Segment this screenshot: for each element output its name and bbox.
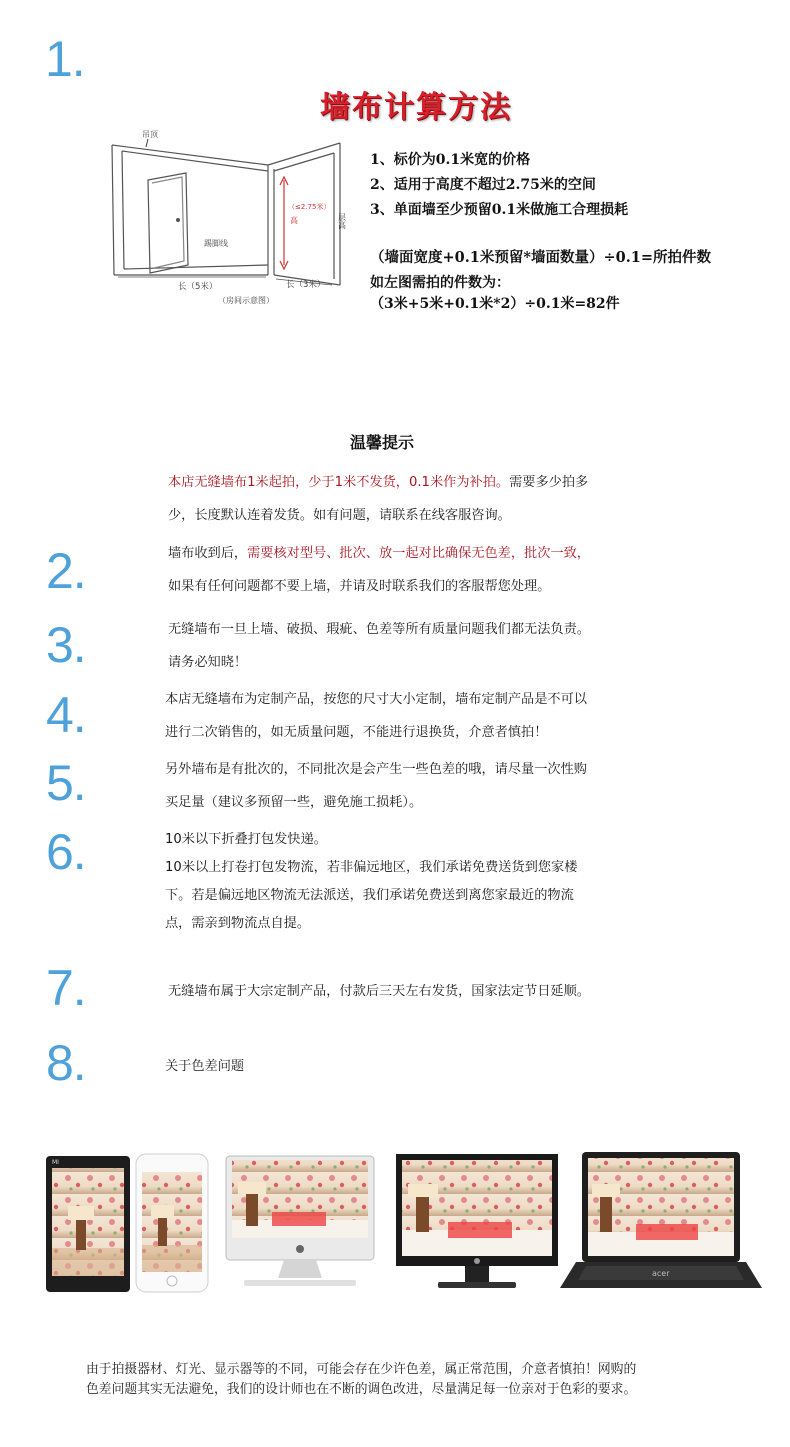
tip-4-text-b: 进行二次销售的，如无质量问题，不能进行退换货，介意者慎拍！ (165, 725, 548, 740)
diagram-ceiling-label: 吊顶 (142, 130, 158, 139)
tip-5 (165, 753, 587, 819)
section-number-5: 5. (46, 755, 86, 811)
diagram-baseboard: 踢脚线 (204, 239, 228, 248)
diagram-floor-height: 层高 (337, 213, 347, 229)
diagram-caption: （房间示意图） (218, 296, 274, 305)
laptop (560, 1152, 762, 1288)
diagram-height-label: 高 (290, 216, 298, 225)
devices-illustration (40, 1150, 770, 1300)
tip-1-highlight: 本店无缝墙布1米起拍，少于1米不发货，0.1米作为补拍。 (168, 475, 510, 490)
calc-title: 墙布计算方法 (320, 90, 512, 125)
calc-rule-3: 3、单面墙至少预留0.1米做施工合理损耗 (370, 202, 629, 218)
tip-8: 关于色差问题 (165, 1059, 245, 1074)
tip-5-text-b: 买足量（建议多预留一些，避免施工损耗）。 (165, 795, 423, 810)
tip-2-text-a: 墙布收到后， (168, 546, 248, 561)
section-number-7: 7. (46, 960, 86, 1016)
footer-line-2: 色差问题其实无法避免，我们的设计师也在不断的调色改进，尽量满足每一位亲对于色彩的要求。 (86, 1382, 637, 1397)
section-number-2: 2. (46, 543, 86, 599)
tip-1 (168, 466, 588, 532)
tip-2-text-b: 如果有任何问题都不要上墙，并请及时联系我们的客服帮您处理。 (168, 579, 551, 594)
imac (226, 1156, 374, 1286)
devices-drawing (40, 1150, 770, 1300)
diagram-height-note: （≤2.75米） (288, 203, 331, 211)
section-number-4: 4. (46, 687, 86, 743)
monitor (396, 1154, 558, 1288)
calc-example: （3米+5米+0.1米*2）÷0.1米=82件 (370, 296, 620, 312)
tips-title: 温馨提示 (350, 433, 415, 452)
section-number-3: 3. (46, 617, 86, 673)
section-number-1: 1. (45, 31, 85, 87)
tip-6 (165, 826, 577, 938)
calc-example-label: 如左图需拍的件数为： (370, 275, 510, 291)
phone-black (46, 1156, 130, 1292)
tip-6-text-c: 下。若是偏远地区物流无法派送，我们承诺免费送到离您家最近的物流 (165, 888, 574, 903)
tip-6-text-d: 点，需亲到物流点自提。 (165, 916, 311, 931)
tip-4 (165, 683, 587, 749)
tip-3 (168, 613, 590, 679)
tip-6-text-a: 10米以下折叠打包发快递。 (165, 832, 327, 847)
section-number-8: 8. (46, 1035, 86, 1091)
room-diagram-drawing (108, 125, 353, 310)
room-diagram (108, 125, 353, 310)
calc-rule-2: 2、适用于高度不超过2.75米的空间 (370, 177, 596, 193)
calc-formula: （墙面宽度+0.1米预留*墙面数量）÷0.1=所拍件数 (370, 249, 711, 266)
section-number-6: 6. (46, 824, 86, 880)
tip-1-text-b: 少，长度默认连着发货。如有问题，请联系在线客服咨询。 (168, 508, 511, 523)
diagram-length-3: 长（3米） (286, 280, 326, 290)
phone-brand: MI (52, 1159, 59, 1166)
calc-rule-1: 1、标价为0.1米宽的价格 (370, 152, 531, 168)
tip-7: 无缝墙布属于大宗定制产品，付款后三天左右发货，国家法定节日延顺。 (168, 984, 590, 999)
laptop-brand: acer (652, 1269, 670, 1278)
diagram-length-5: 长（5米） (178, 282, 218, 292)
tip-3-text-b: 请务必知晓！ (168, 655, 248, 670)
tip-3-text-a: 无缝墙布一旦上墙、破损、瑕疵、色差等所有质量问题我们都无法负责。 (168, 622, 590, 637)
footer-line-1: 由于拍摄器材、灯光、显示器等的不同，可能会存在少许色差，属正常范围，介意者慎拍！网购的 (86, 1362, 637, 1377)
tip-6-text-b: 10米以上打卷打包发物流，若非偏远地区，我们承诺免费送货到您家楼 (165, 860, 578, 875)
tip-2-highlight: 需要核对型号、批次、放一起对比确保无色差，批次一致， (247, 546, 590, 561)
footer-note (86, 1360, 636, 1400)
tip-1-text-a: 需要多少拍多 (509, 475, 589, 490)
tip-5-text-a: 另外墙布是有批次的，不同批次是会产生一些色差的哦，请尽量一次性购 (165, 762, 587, 777)
phone-white (136, 1154, 208, 1292)
tip-2 (168, 537, 590, 603)
tip-4-text-a: 本店无缝墙布为定制产品，按您的尺寸大小定制，墙布定制产品是不可以 (165, 692, 587, 707)
